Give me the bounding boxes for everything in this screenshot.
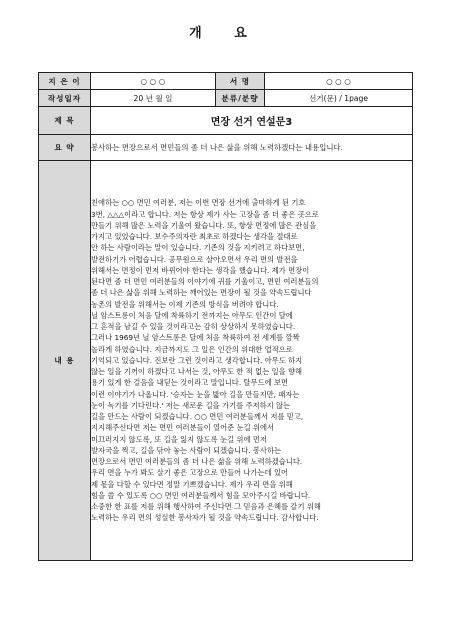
content-line: 만들기 위해 많은 노력을 기울여 왔습니다. 또, 항상 면정에 많은 관심을 [91, 220, 317, 230]
content-line: 가지고 있었습니다. 보수주의자란 최초로 하겠다는 생각을 절대로 [91, 232, 298, 242]
content-line: 지지해주신다면 저는 면민 여러분들이 열어준 눈길 위에서 [91, 423, 275, 433]
content-line: 힘을 쓸 수 있도록 ○○ 면민 여러분들께서 힘을 모아주시길 바랍니다. [91, 490, 311, 500]
summary-row [39, 135, 413, 161]
date-row [39, 90, 413, 107]
content-line: 용기 있게 한 걸음을 내딛는 것이라고 말입니다. 탈무드에 보면 [91, 378, 289, 388]
date-label: 작성일자 [39, 90, 91, 107]
content-line: 위해서는 면정이 먼저 바뀌어야 한다는 생각을 했습니다. 제가 면장이 [91, 265, 310, 275]
author-row [39, 73, 413, 90]
content-line: 소중한 한 표를 저를 위해 행사하여 주신다면 그 믿음과 은혜를 갚기 위해 [91, 502, 321, 512]
content-line: 된다면 좀 더 면민 여러분들의 이야기에 귀를 기울이고, 면민 여러분들의 [91, 277, 319, 287]
page-title: 개 요 [189, 26, 261, 41]
content-line: 그 흔적을 남길 수 있을 것이라고는 감히 상상하지 못하였습니다. [91, 322, 296, 332]
content-line: 기억되고 있습니다. 진보란 그런 것이라고 생각합니다. 아무도 하지 [91, 355, 303, 365]
summary-label: 요 약 [39, 135, 91, 161]
author-label: 지 은 이 [39, 73, 91, 90]
content-line: 농촌의 발전을 위해서는 이제 기존의 방식을 버려야 합니다. [91, 299, 279, 309]
date-value: 20 년 월 일 [91, 90, 216, 107]
content-label: 내 용 [39, 161, 91, 561]
content-line: 우리 면을 누가 봐도 살기 좋은 고장으로 만들어 나가는데 있어 [91, 468, 289, 478]
content-line: 3번, △△△이라고 합니다. 저는 항상 제가 사는 고장을 좀 더 좋은 곳으로 [91, 209, 319, 219]
content-body [91, 161, 413, 561]
content-line: 않는 일을 기꺼이 하겠다고 나서는 것, 아무도 한 적 없는 일을 향해 [91, 367, 303, 377]
overview-form-table [38, 72, 413, 561]
document-title: 면장 선거 연설문3 [91, 107, 413, 135]
content-line: 발자국을 찍고, 길을 닦아 놓는 사람이 되겠습니다. 봉사하는 [91, 445, 282, 455]
content-line: 발전하기가 어렵습니다. 공무원으로 살아오면서 우리 면의 발전을 [91, 254, 298, 264]
content-line: 안 하는 사람이라는 말이 있습니다. 기존의 것을 지키려고 하다보면, [91, 243, 305, 253]
summary-text: 봉사하는 면장으로서 면민들의 좀 더 나은 삶을 위해 노력하겠다는 내용입니다. [91, 135, 413, 161]
title-label: 제 목 [39, 107, 91, 135]
content-line: 길을 만드는 사람이 되겠습니다. ○○ 면민 여러분들께서 저를 믿고, [91, 412, 304, 422]
title-row [39, 107, 413, 135]
content-lines [91, 197, 412, 523]
content-line: 미끄러지지 않도록, 또 길을 잃지 않도록 눈길 위에 먼저 [91, 434, 267, 444]
content-line: 면장으로서 면민 여러분들의 좀 더 나은 삶을 위해 노력하겠습니다. [91, 457, 303, 467]
category-label: 분류/분량 [216, 90, 265, 107]
content-line: 좀 더 나은 삶을 위해 노력하는 깨어있는 면장이 될 것을 약속드립니다 [91, 288, 312, 298]
content-line: 제 몫을 다할 수 있다면 정말 기쁘겠습니다. 제가 우리 면을 위해 [91, 479, 293, 489]
content-line: 친애하는 ○○ 면민 여러분, 저는 이번 면장 선거에 출마하게 된 기호 [91, 198, 306, 208]
content-line: 이런 이야기가 나옵니다. '승자는 눈을 밟아 길을 만들지만, 패자는 [91, 389, 300, 399]
signature-value: ○ ○ ○ [265, 73, 413, 90]
signature-label: 서 명 [216, 73, 265, 90]
content-line: 노력하는 우리 면의 성실한 봉사자가 될 것을 약속드립니다. 감사합니다. [91, 513, 319, 523]
content-line: 놀라게 하였습니다. 지금까지도 그 일은 인간의 위대한 업적으로 [91, 344, 293, 354]
category-value: 선거(문) / 1page [265, 90, 413, 107]
author-value: ○ ○ ○ [91, 73, 216, 90]
content-line: 그러나 1969년 닐 암스트롱은 달에 처음 착륙하여 전 세계를 깜짝 [91, 333, 300, 343]
content-line: 닐 암스트롱이 처음 달에 착륙하기 전까지는 아무도 인간이 달에 [91, 310, 293, 320]
content-row [39, 161, 413, 561]
content-line: 눈이 녹기를 기다린다.' 저는 새로운 길을 가기를 주저하지 않는 [91, 400, 291, 410]
